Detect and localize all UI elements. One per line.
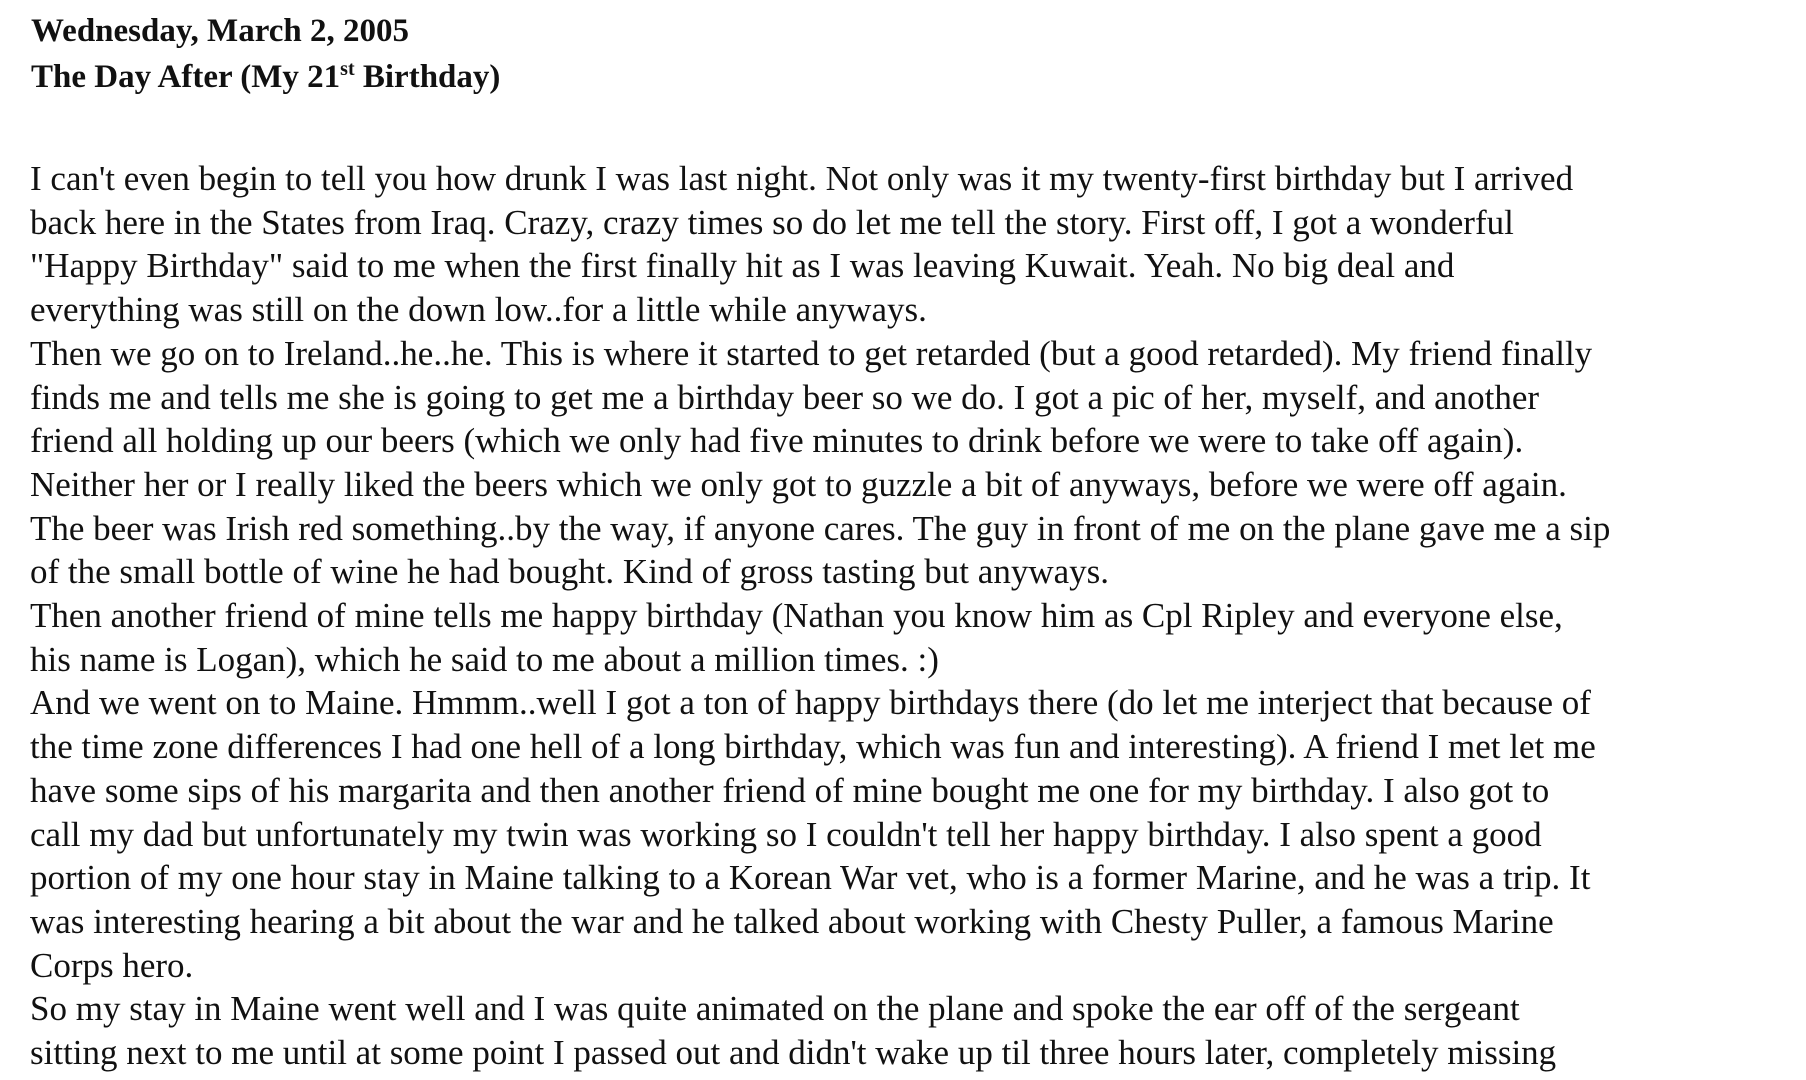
entry-title-prefix: The Day After (My 21 (31, 59, 341, 95)
body-line: Then another friend of mine tells me happy birthday (Nathan you know him as Cpl Ripley and everyone else, (30, 596, 1563, 636)
entry-title (31, 54, 500, 100)
body-line: And we went on to Maine. Hmmm..well I got a ton of happy birthdays there (do let me interject that because of (30, 683, 1591, 723)
body-line: Then we go on to Ireland..he..he. This is where it started to get retarded (but a good retarded). My friend finally (30, 333, 1593, 373)
entry-title-suffix: Birthday) (354, 59, 501, 95)
body-line: Corps hero. (30, 945, 194, 985)
body-line: have some sips of his margarita and then another friend of mine bought me one for my birthday. I also got to (30, 770, 1550, 810)
body-line: portion of my one hour stay in Maine talking to a Korean War vet, who is a former Marine, and he was a trip. It (30, 858, 1591, 898)
body-line: So my stay in Maine went well and I was quite animated on the plane and spoke the ear off of the sergeant (30, 989, 1520, 1029)
body-line: of the small bottle of wine he had bought. Kind of gross tasting but anyways. (30, 552, 1110, 592)
entry-title-sup: st (340, 58, 355, 80)
entry-header (31, 8, 500, 100)
body-line: finds me and tells me she is going to get me a birthday beer so we do. I got a pic of her, myself, and another (30, 377, 1540, 417)
body-line: I can't even begin to tell you how drunk I was last night. Not only was it my twenty-first birthday but I arrived (30, 159, 1574, 198)
body-line: "Happy Birthday" said to me when the first finally hit as I was leaving Kuwait. Yeah. No big deal and (30, 246, 1455, 286)
entry-date: Wednesday, March 2, 2005 (31, 13, 410, 49)
entry-body (30, 157, 1610, 1075)
body-line: was interesting hearing a bit about the war and he talked about working with Chesty Puller, a famous Marine (30, 901, 1554, 941)
body-line: the time zone differences I had one hell of a long birthday, which was fun and interesting). A friend I met let me (30, 727, 1596, 767)
body-line: his name is Logan), which he said to me about a million times. :) (30, 639, 939, 679)
body-line: back here in the States from Iraq. Crazy, crazy times so do let me tell the story. First off, I got a wonderful (30, 202, 1514, 242)
body-line: everything was still on the down low..for a little while anyways. (30, 290, 927, 330)
body-line: friend all holding up our beers (which we only had five minutes to drink before we were to take off again). (30, 421, 1524, 461)
body-line: The beer was Irish red something..by the way, if anyone cares. The guy in front of me on the plane gave me a sip (30, 508, 1611, 548)
body-line: call my dad but unfortunately my twin was working so I couldn't tell her happy birthday. I also spent a good (30, 814, 1542, 854)
body-line: Neither her or I really liked the beers which we only got to guzzle a bit of anyways, before we were off again. (30, 464, 1567, 504)
body-line: sitting next to me until at some point I passed out and didn't wake up til three hours later, completely missing (30, 1033, 1557, 1073)
